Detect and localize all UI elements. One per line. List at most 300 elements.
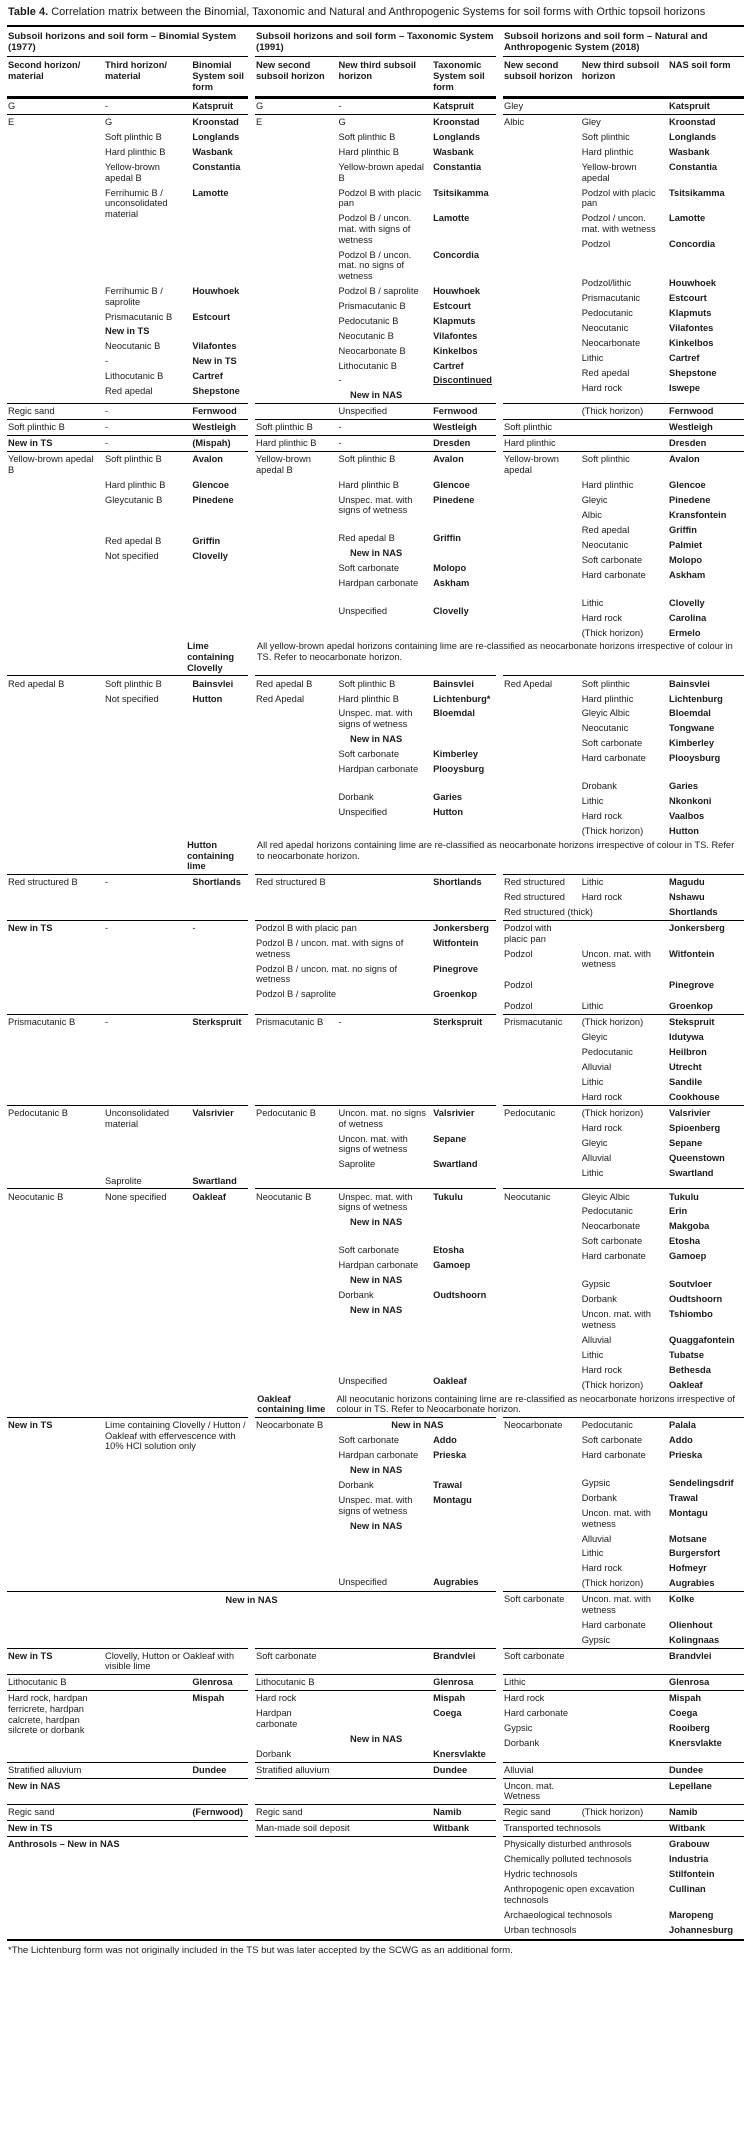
group-binomial <box>7 1820 248 1836</box>
group-nas <box>503 1105 744 1189</box>
table-row <box>503 1491 744 1506</box>
soil-form-cell: Hutton <box>433 806 464 817</box>
horizon-cell: Yellow-brown apedal B <box>338 162 424 183</box>
table-row <box>255 531 496 546</box>
table-row <box>255 576 496 591</box>
horizon-cell: Hard plinthic B <box>104 147 166 158</box>
column-header: Taxonomic System soil form <box>433 60 485 92</box>
horizon-cell: Anthropogenic open excavation technosols <box>504 1884 635 1905</box>
table-row <box>255 404 496 419</box>
horizon-cell: Lithic <box>581 1077 604 1088</box>
correlation-block-20 <box>7 1820 744 1836</box>
table-row <box>7 1106 248 1132</box>
soil-form-cell: Avalon <box>192 454 223 465</box>
table-row <box>255 1157 496 1172</box>
soil-form-cell: Hutton <box>669 826 699 837</box>
table-row <box>503 508 744 523</box>
horizon-cell: Unspec. mat. with signs of wetness <box>338 494 413 516</box>
soil-form-cell: Magudu <box>669 877 705 888</box>
soil-form-cell: Wasbank <box>669 147 710 158</box>
table-row <box>7 160 248 186</box>
table-row <box>255 160 496 186</box>
group-binomial <box>7 1014 248 1105</box>
horizon-cell: Alluvial <box>504 1764 534 1775</box>
horizon-cell: (Thick horizon) <box>581 1578 644 1589</box>
group-nas <box>503 98 744 114</box>
group-cols-1 <box>255 57 496 98</box>
horizon-cell: Red apedal B <box>256 678 313 689</box>
horizon-cell: Saprolite <box>338 1159 376 1170</box>
group-taxonomic <box>255 1188 496 1392</box>
horizon-cell: Unspecified <box>338 806 388 817</box>
table-row <box>7 284 248 310</box>
soil-form-cell: Wasbank <box>433 147 474 158</box>
group-nas <box>503 675 744 839</box>
block-groups <box>7 419 744 435</box>
soil-form-cell: Clovelly <box>192 550 228 561</box>
horizon-cell: Podzol <box>504 1001 533 1012</box>
soil-form-cell: Griffin <box>669 524 697 535</box>
soil-form-cell: Addo <box>433 1435 457 1446</box>
horizon-cell: Hard carbonate <box>581 1251 646 1262</box>
table-row <box>503 890 744 905</box>
horizon-cell: Uncon. mat. with wetness <box>581 948 651 970</box>
horizon-cell: Neocutanic <box>581 539 629 550</box>
row-spacer <box>7 222 248 284</box>
table-row <box>503 1136 744 1151</box>
soil-form-cell: Avalon <box>669 454 700 465</box>
lime-note-label: Hutton containing lime <box>187 840 235 872</box>
soil-form-cell: Katspruit <box>433 101 474 112</box>
table-row <box>503 1506 744 1532</box>
table-row <box>503 160 744 186</box>
correlation-block-14 <box>7 1648 744 1675</box>
soil-form-cell: Vaalbos <box>669 811 705 822</box>
group-cols-0 <box>7 57 248 98</box>
table-row <box>503 99 744 114</box>
horizon-cell: Chemically polluted technosols <box>504 1854 632 1865</box>
table-row <box>503 595 744 610</box>
table-row <box>503 824 744 839</box>
horizon-cell: Dorbank <box>338 791 374 802</box>
soil-form-cell: Utrecht <box>669 1062 702 1073</box>
table-row <box>7 99 248 114</box>
table-row <box>7 1418 248 1454</box>
correlation-block-18 <box>7 1778 744 1805</box>
group-cols-2 <box>503 57 744 98</box>
horizon-cell: - <box>104 422 109 433</box>
horizon-cell: Soft plinthic B <box>338 132 396 143</box>
horizon-cell: - <box>338 101 342 112</box>
new-in-label: New in NAS <box>349 1520 403 1531</box>
group-taxonomic <box>255 874 496 920</box>
table-row <box>255 420 496 435</box>
horizon-cell: Stratified alluvium <box>8 1764 82 1775</box>
table-row <box>255 298 496 313</box>
table-row <box>7 130 248 145</box>
block-groups <box>7 1674 744 1690</box>
soil-form-cell: Westleigh <box>192 422 237 433</box>
table-row <box>255 388 496 403</box>
table-row <box>503 1867 744 1882</box>
horizon-cell: Pedocutanic B <box>256 1107 316 1118</box>
soil-form-cell: Prieska <box>433 1450 467 1461</box>
horizon-cell: Soft plinthic B <box>338 678 396 689</box>
soil-form-cell: Clovelly <box>669 597 705 608</box>
soil-form-cell: Avalon <box>433 454 464 465</box>
table-row <box>503 1546 744 1561</box>
soil-form-cell: Makgoba <box>669 1221 710 1232</box>
soil-form-cell: Bloemdal <box>669 708 711 719</box>
table-row <box>255 676 496 691</box>
table-row <box>7 436 248 451</box>
correlation-block-10 <box>7 1105 744 1189</box>
table-row <box>255 546 496 561</box>
table-row <box>255 1493 496 1519</box>
group-binomial <box>7 403 248 419</box>
table-row <box>503 736 744 751</box>
correlation-block-6 <box>7 675 744 874</box>
table-row <box>503 1433 744 1448</box>
correlation-block-5 <box>7 451 744 675</box>
horizon-cell: Neocutanic B <box>104 341 161 352</box>
horizon-cell: Hard plinthic B <box>338 693 399 704</box>
horizon-cell: - <box>104 101 109 112</box>
table-row <box>255 373 496 388</box>
soil-form-cell: Vilafontes <box>433 330 478 341</box>
table-row <box>7 369 248 384</box>
table-row <box>503 1561 744 1576</box>
table-row <box>7 1015 248 1030</box>
table-row <box>503 1166 744 1181</box>
soil-form-cell: Sandile <box>669 1077 703 1088</box>
horizon-cell: Podzol <box>504 980 533 991</box>
horizon-cell: Pedocutanic <box>581 307 633 318</box>
horizon-cell: Hydric technosols <box>504 1869 578 1880</box>
horizon-cell: - <box>338 1017 342 1028</box>
table-row <box>255 130 496 145</box>
column-header: Third horizon/ material <box>104 60 167 81</box>
block-groups <box>7 1836 744 1937</box>
correlation-block-12 <box>7 1417 744 1591</box>
soil-form-cell: Lichtenburg* <box>433 693 491 704</box>
lime-note-label: Oakleaf containing lime <box>257 1393 326 1415</box>
horizon-cell: Hard rock <box>581 382 623 393</box>
table-row <box>503 186 744 212</box>
horizon-cell: Red apedal B <box>8 678 65 689</box>
soil-form-cell: Vilafontes <box>192 341 237 352</box>
soil-form-cell: Sepane <box>669 1137 703 1148</box>
table-row <box>255 747 496 762</box>
soil-form-cell: Sterkspruit <box>192 1017 242 1028</box>
block-groups <box>7 1778 744 1805</box>
new-in-label: New in NAS <box>391 1420 444 1431</box>
soil-form-cell: Bloemdal <box>433 708 475 719</box>
soil-form-cell: Augrabies <box>433 1577 479 1588</box>
horizon-cell: (Thick horizon) <box>581 1017 644 1028</box>
table-row <box>255 328 496 343</box>
horizon-cell: G <box>104 117 113 128</box>
column-header: New third subsoil horizon <box>338 60 416 81</box>
table-row <box>255 1649 496 1664</box>
table-row <box>503 336 744 351</box>
group-taxonomic <box>255 675 496 839</box>
soil-form-cell: Johannesburg <box>669 1924 734 1935</box>
table-row <box>503 1908 744 1923</box>
block-groups <box>7 1105 744 1189</box>
group-nas <box>503 1778 744 1805</box>
table-row <box>7 1763 248 1778</box>
soil-form-cell: Coega <box>669 1708 698 1719</box>
group-taxonomic <box>255 1417 496 1591</box>
table-row <box>503 1204 744 1219</box>
soil-form-cell: Iswepe <box>669 382 701 393</box>
horizon-cell: Ferrihumic B / saprolite <box>104 285 163 307</box>
table-row <box>7 309 248 324</box>
group-nas <box>503 1804 744 1820</box>
soil-form-cell: Trawal <box>669 1492 698 1503</box>
horizon-cell: Lithocutanic B <box>104 371 164 382</box>
horizon-cell: Neocutanic B <box>256 1191 312 1202</box>
group-nas <box>503 114 744 403</box>
group-binomial <box>7 114 248 403</box>
correlation-block-19 <box>7 1804 744 1820</box>
horizon-cell: Hardpan carbonate <box>338 1450 419 1461</box>
block-groups <box>7 1762 744 1778</box>
horizon-cell: Uncon. mat. with wetness <box>581 1309 651 1330</box>
column-header-row <box>7 57 248 96</box>
table-row <box>503 1691 744 1706</box>
soil-form-cell: Kroonstad <box>433 117 480 128</box>
table-row <box>255 1374 496 1389</box>
row-spacer <box>7 1131 248 1173</box>
correlation-block-8 <box>7 920 744 1014</box>
table-row <box>503 1151 744 1166</box>
table-row <box>503 1837 744 1852</box>
block-groups <box>7 874 744 920</box>
table-row <box>503 1923 744 1938</box>
table-row <box>7 1649 248 1675</box>
horizon-cell: Hardpan carbonate <box>338 578 419 589</box>
horizon-cell: Alluvial <box>581 1334 612 1345</box>
horizon-cell: Soft carbonate <box>581 738 643 749</box>
horizon-cell: Soft plinthic B <box>338 454 396 465</box>
group-binomial <box>7 1648 248 1675</box>
soil-form-cell: Cullinan <box>669 1884 706 1895</box>
footnote: *The Lichtenburg form was not originally included in the TS but was later accepted by the SCWG as an additional form. <box>7 1939 744 1960</box>
table-row <box>503 1418 744 1433</box>
row-spacer <box>7 508 248 534</box>
block-groups <box>7 920 744 1014</box>
horizon-cell: Uncon. mat. with signs of wetness <box>338 1133 408 1155</box>
horizon-cell: Soft carbonate <box>581 554 643 565</box>
horizon-cell: Soft plinthic B <box>104 678 162 689</box>
group-taxonomic <box>255 403 496 419</box>
soil-form-cell: Bethesda <box>669 1364 711 1375</box>
table-row <box>255 1706 496 1732</box>
horizon-cell: Pedocutanic B <box>338 315 399 326</box>
soil-form-cell: Mispah <box>669 1693 702 1704</box>
horizon-cell: Soft carbonate <box>338 1435 399 1446</box>
horizon-cell: Pedocutanic B <box>8 1107 68 1118</box>
soil-form-cell: Kinkelbos <box>433 345 478 356</box>
horizon-cell: Hard plinthic B <box>256 438 317 449</box>
soil-form-cell: Houwhoek <box>669 277 717 288</box>
table-row <box>503 1234 744 1249</box>
table-row <box>255 493 496 519</box>
table-row <box>255 436 496 451</box>
horizon-cell: Yellow-brown apedal B <box>104 162 160 183</box>
soil-form-cell: Heilbron <box>669 1047 707 1058</box>
group-nas <box>503 1014 744 1105</box>
horizon-cell: Regic sand <box>504 1807 551 1818</box>
horizon-cell: Dorbank <box>338 1479 374 1490</box>
soil-form-cell: Mispah <box>433 1693 466 1704</box>
soil-form-cell: Houwhoek <box>192 285 240 296</box>
horizon-cell: Gypsic <box>504 1723 533 1734</box>
row-spacer <box>503 252 744 276</box>
soil-form-cell: Addo <box>669 1435 693 1446</box>
table-row <box>503 1882 744 1908</box>
horizon-cell: Podzol <box>504 948 533 959</box>
table-row <box>503 523 744 538</box>
horizon-cell: Lithocutanic B <box>338 360 397 371</box>
horizon-cell: Uncon. mat. no signs of wetness <box>338 1107 426 1129</box>
horizon-cell: None specified <box>104 1191 167 1202</box>
correlation-block-9 <box>7 1014 744 1105</box>
horizon-cell: Gleyic Albic <box>581 1191 630 1202</box>
horizon-cell: Transported technosols <box>504 1823 601 1834</box>
horizon-cell: Podzol B with placic pan <box>338 187 422 209</box>
table-row <box>7 1675 248 1690</box>
horizon-cell: Red Apedal <box>504 678 553 689</box>
horizon-cell: Soft carbonate <box>338 563 399 574</box>
table-row <box>255 145 496 160</box>
group-header-2: Subsoil horizons and soil form – Natural and Anthropogenic System (2018) <box>503 27 744 58</box>
horizon-cell: Alluvial <box>581 1062 612 1073</box>
table-row <box>7 534 248 549</box>
row-spacer <box>503 1264 744 1277</box>
horizon-cell: Unspecified <box>338 606 388 617</box>
group-binomial <box>7 1778 248 1805</box>
soil-form-cell: Fernwood <box>433 406 478 417</box>
soil-form-cell: Tsitsikamma <box>433 187 489 198</box>
horizon-cell: Soft plinthic <box>581 678 630 689</box>
horizon-cell: Lithic <box>581 796 604 807</box>
group-nas <box>503 1762 744 1778</box>
table-body <box>7 98 744 1937</box>
group-taxonomic <box>255 1820 496 1836</box>
soil-form-cell: Oakleaf <box>433 1375 467 1386</box>
block-groups <box>7 451 744 640</box>
group-nas <box>503 1648 744 1675</box>
table-row <box>503 404 744 419</box>
soil-form-cell: Kolke <box>669 1594 695 1605</box>
horizon-cell: Prismacutanic B <box>104 311 173 322</box>
row-spacer <box>255 591 496 604</box>
lime-note-label: Lime containing Clovelly <box>187 641 235 673</box>
table-row <box>503 978 744 993</box>
horizon-cell: Hard rock <box>581 1092 623 1102</box>
horizon-cell: Soft plinthic <box>581 454 630 465</box>
soil-form-cell: Hutton <box>192 693 223 704</box>
horizon-cell: Hard rock <box>581 612 623 623</box>
table-row <box>255 358 496 373</box>
horizon-cell: Neocutanic B <box>8 1191 64 1202</box>
table-row <box>503 905 744 920</box>
soil-form-cell: Tsitsikamma <box>669 187 725 198</box>
horizon-cell: Drobank <box>581 781 617 792</box>
row-spacer <box>503 582 744 595</box>
table-row <box>255 762 496 777</box>
soil-form-cell: Sepane <box>433 1133 467 1144</box>
horizon-cell: Gleyic Albic <box>581 708 630 719</box>
table-row <box>7 1821 248 1836</box>
soil-form-cell: Dresden <box>669 438 707 449</box>
table-row <box>7 875 248 890</box>
soil-form-cell: Trawal <box>433 1479 463 1490</box>
group-binomial <box>7 419 248 435</box>
table-row <box>255 691 496 706</box>
table-row <box>503 1045 744 1060</box>
soil-form-cell: Knersvlakte <box>669 1738 722 1749</box>
table-caption: Correlation matrix between the Binomial, Taxonomic and Natural and Anthropogenic Systems for soil forms with Orthic topsoil horizons <box>51 6 706 18</box>
horizon-cell: Soft plinthic B <box>8 422 65 433</box>
soil-form-cell: Swartland <box>433 1159 478 1170</box>
horizon-cell: Neocutanic <box>504 1191 551 1202</box>
table-row <box>503 237 744 252</box>
soil-form-cell: Griffin <box>192 535 221 546</box>
group-taxonomic <box>255 1778 496 1805</box>
soil-form-cell: Dundee <box>433 1764 468 1775</box>
horizon-cell: Neocarbonate <box>581 1221 641 1232</box>
table-title <box>7 3 744 27</box>
table-row <box>503 676 744 691</box>
group-binomial <box>7 1762 248 1778</box>
horizon-cell: Hard carbonate <box>581 753 646 764</box>
horizon-cell: Hard rock, hardpan ferricrete, hardpan calcrete, hardpan silcrete or dorbank <box>8 1693 88 1736</box>
horizon-cell: Soft carbonate <box>338 1245 399 1256</box>
table-row <box>503 1736 744 1751</box>
soil-form-cell: Tshiombo <box>669 1309 713 1320</box>
horizon-cell: Red structured B <box>8 877 78 888</box>
soil-form-cell: Augrabies <box>669 1578 715 1589</box>
group-binomial <box>7 1804 248 1820</box>
horizon-cell: Uncon. mat. Wetness <box>504 1780 555 1802</box>
horizon-cell: Soft plinthic B <box>104 132 162 143</box>
horizon-cell: Red structured <box>504 877 565 888</box>
horizon-cell: Yellow-brown apedal B <box>8 454 94 475</box>
soil-form-cell: Namib <box>669 1807 698 1818</box>
soil-form-cell: Erin <box>669 1206 688 1217</box>
table-row <box>255 1303 496 1318</box>
horizon-cell: Soft plinthic <box>581 132 630 143</box>
table-row <box>503 1015 744 1030</box>
correlation-block-15 <box>7 1674 744 1690</box>
table-row <box>255 1243 496 1258</box>
horizon-cell: Dorbank <box>581 1492 617 1503</box>
soil-form-cell: Brandvlei <box>433 1650 476 1661</box>
table-row <box>503 568 744 583</box>
horizon-cell: Prismacutanic B <box>8 1017 76 1028</box>
horizon-cell: Gypsic <box>581 1634 611 1645</box>
soil-form-cell: (Mispah) <box>192 438 231 449</box>
soil-form-cell: Cartref <box>192 371 223 382</box>
soil-form-cell: Westleigh <box>669 422 713 433</box>
horizon-cell: Podzol B / saprolite <box>338 285 419 296</box>
soil-form-cell: Katspruit <box>192 101 234 112</box>
horizon-cell: Saprolite <box>104 1175 142 1186</box>
